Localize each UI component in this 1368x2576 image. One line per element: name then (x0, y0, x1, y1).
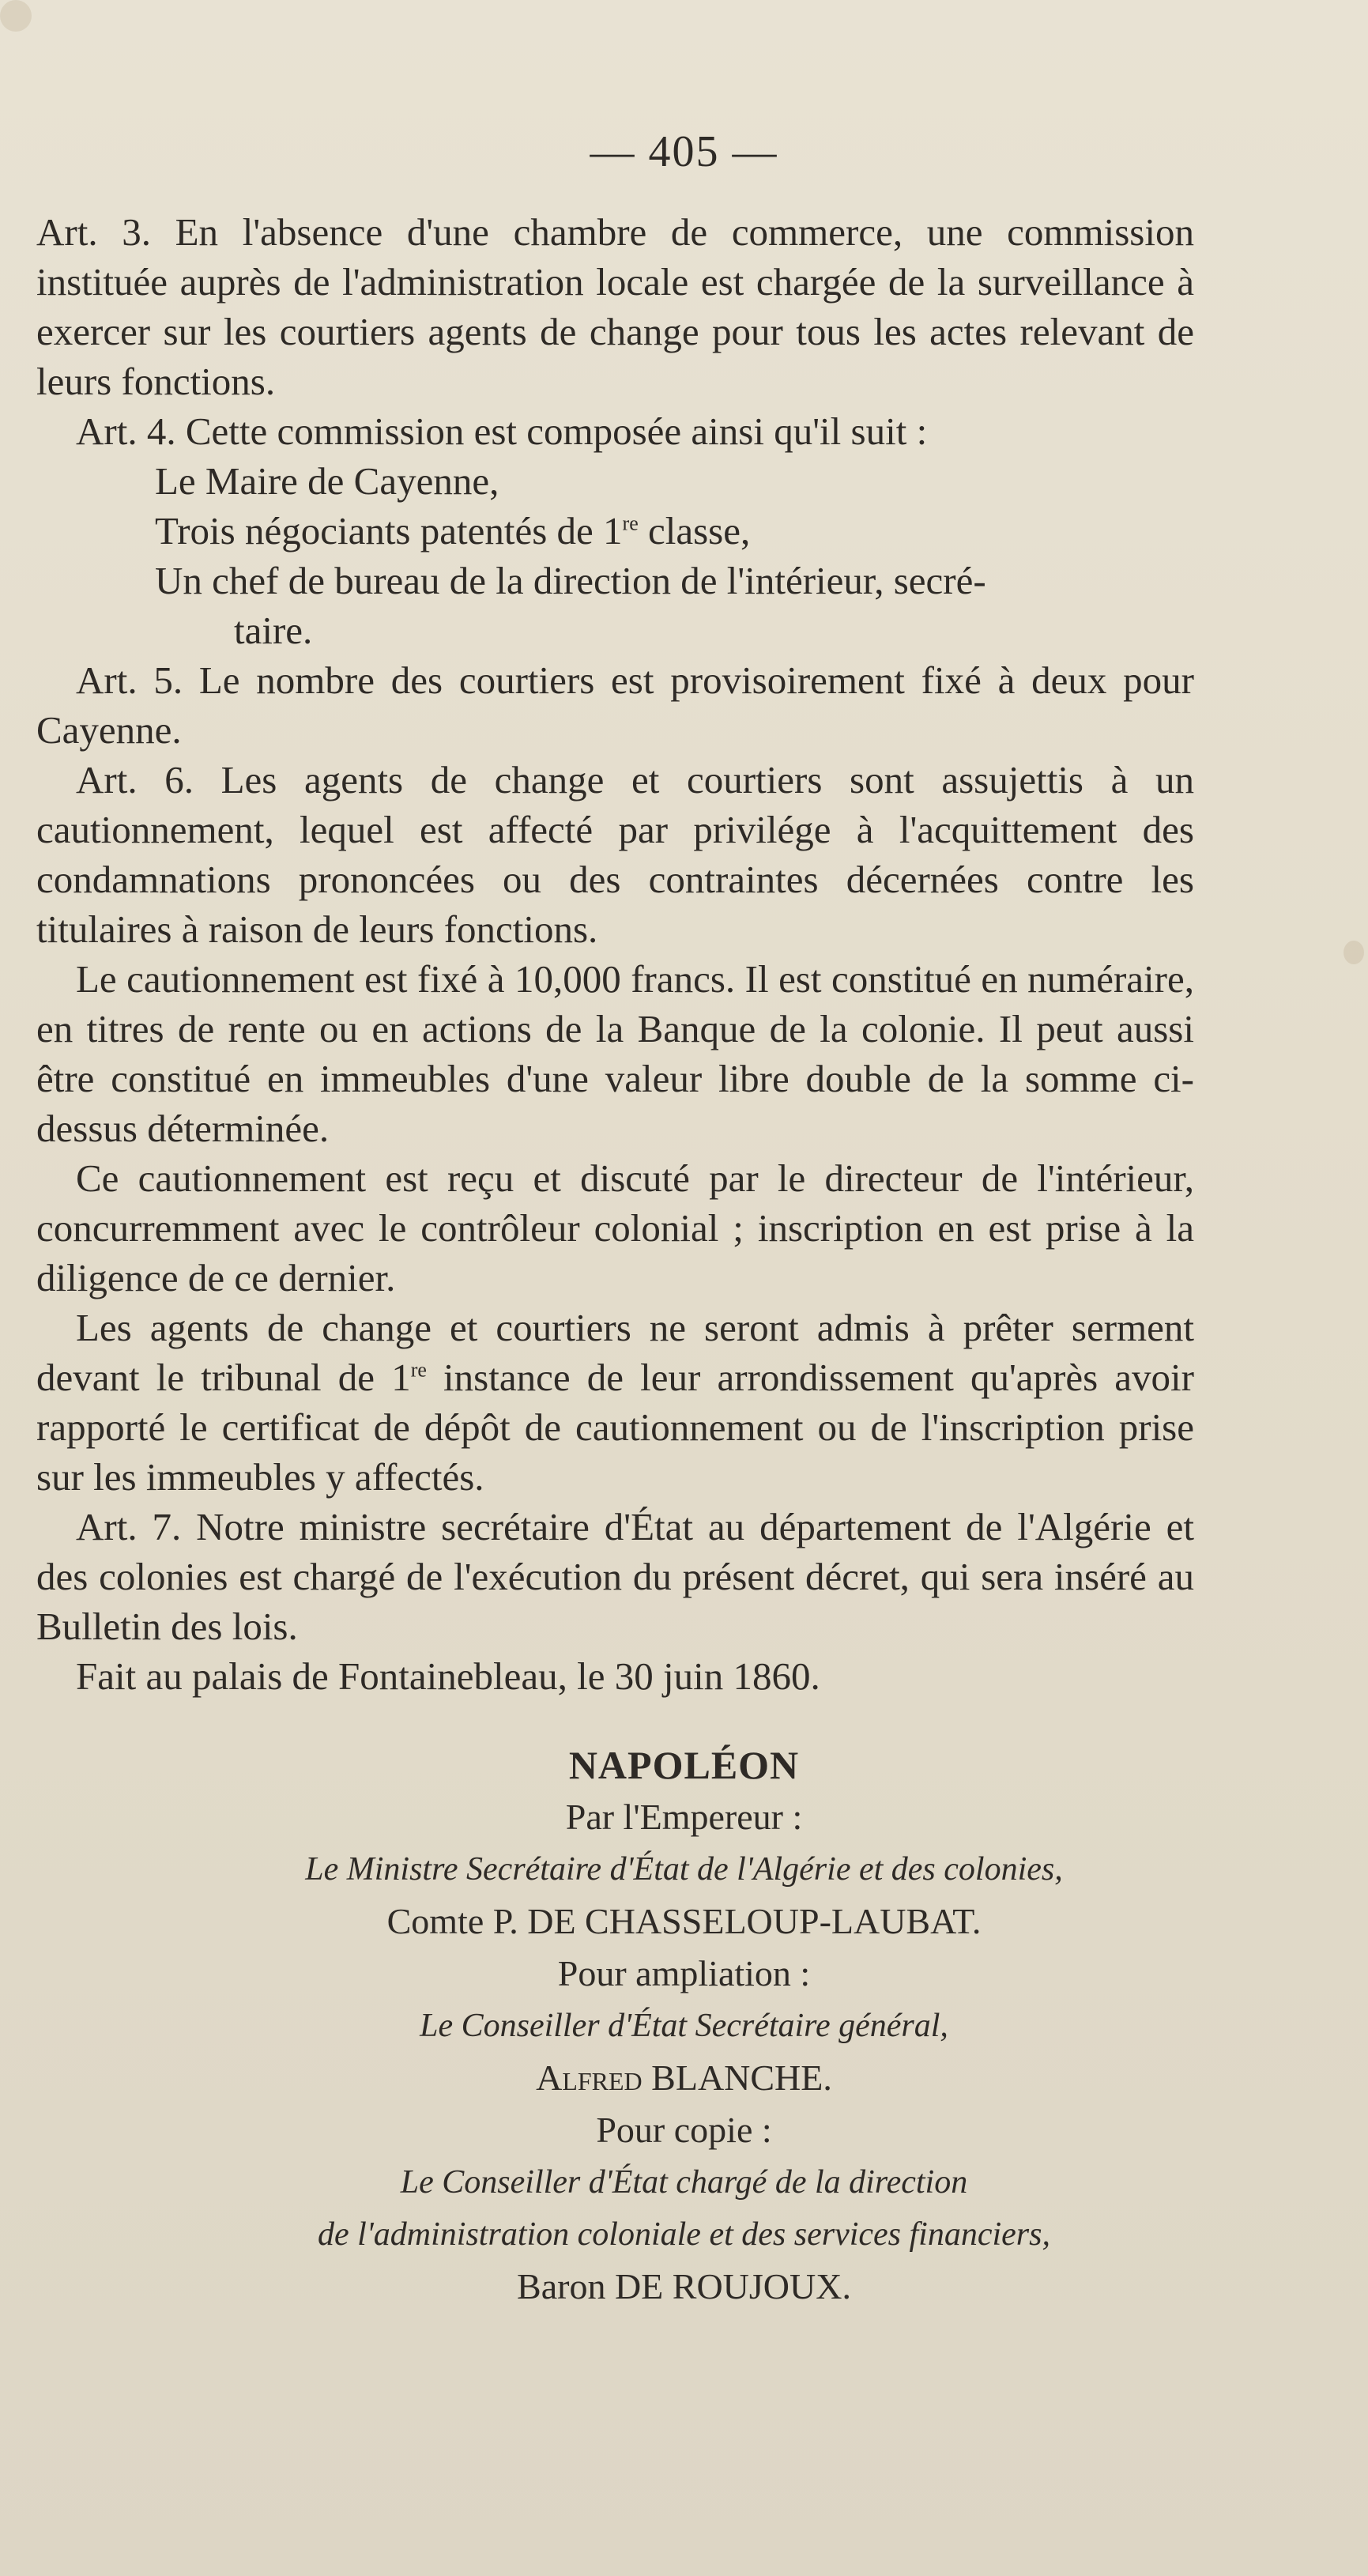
councillor-title: Le Conseiller d'État Secrétaire général, (420, 2008, 948, 2044)
councillor-name: Alfred BLANCHE. (536, 2057, 832, 2098)
article-6-paragraph-3: Ce cautionnement est reçu et discuté par le directeur de l'intérieur, concurremment avec le contrôleur colonial ; inscription en est prise à la diligence de ce dernier. (36, 1156, 1194, 1299)
paper-stain (0, 0, 32, 32)
signature-block (0, 1739, 1368, 2313)
article-4-intro: Art. 4. Cette commission est composée ainsi qu'il suit : (76, 409, 928, 453)
article-3: Art. 3. En l'absence d'une chambre de commerce, une commission instituée auprès de l'administration locale est chargée de la surveillance à exercer sur les courtiers agents de change pour tous les actes relevant de leurs fonctions. (36, 210, 1194, 403)
director-name: Baron DE ROUJOUX. (517, 2266, 851, 2306)
by-emperor-line: Par l'Empereur : (565, 1797, 803, 1837)
emperor-signature: NAPOLÉON (568, 1743, 800, 1787)
minister-title: Le Ministre Secrétaire d'État de l'Algérie et des colonies, (305, 1851, 1063, 1888)
director-title-line-1: Le Conseiller d'État chargé de la direction (400, 2164, 968, 2201)
done-at-line: Fait au palais de Fontainebleau, le 30 juin 1860. (76, 1654, 820, 1698)
commission-member-mayor: Le Maire de Cayenne, (155, 459, 499, 503)
superscript: re (410, 1358, 427, 1382)
director-title-line-2: de l'administration coloniale et des services financiers, (318, 2216, 1050, 2253)
commission-member-bureau-chief-cont: taire. (234, 609, 313, 652)
paragraph-text: Les agents de change et courtiers ne seront admis à prêter serment devant le tribunal de 1 (36, 1306, 1194, 1399)
member-text: classe, (638, 509, 751, 553)
article-7: Art. 7. Notre ministre secrétaire d'État au département de l'Algérie et des colonies est chargé de l'exécution du présent décret, qui sera inséré au Bulletin des lois. (36, 1505, 1194, 1648)
paragraph-text: instance de leur arrondissement qu'après avoir rapporté le certificat de dépôt de cautionnement ou de l'inscription prise sur les immeubles y affectés. (36, 1356, 1194, 1499)
paper-stain (1344, 941, 1364, 964)
article-5: Art. 5. Le nombre des courtiers est provisoirement fixé à deux pour Cayenne. (36, 658, 1194, 752)
article-6-paragraph-2: Le cautionnement est fixé à 10,000 francs. Il est constitué en numéraire, en titres de rente ou en actions de la Banque de la colonie. Il peut aussi être constitué en immeubles d'une valeur libre double de la somme ci-dessus déterminée. (36, 957, 1194, 1150)
minister-name: Comte P. DE CHASSELOUP-LAUBAT. (386, 1901, 982, 1941)
article-6: Art. 6. Les agents de change et courtiers sont assujettis à un cautionnement, lequel est affecté par privilége à l'acquittement des condamnations prononcées ou des contraintes décernées contre les titulaires à raison de leurs fonctions. (36, 758, 1194, 951)
commission-member-merchants (36, 506, 1194, 556)
copy-line: Pour copie : (596, 2110, 772, 2150)
article-6-paragraph-4 (36, 1303, 1194, 1502)
decree-body (36, 207, 1194, 1701)
member-text: Trois négociants patentés de 1 (155, 509, 623, 553)
commission-member-bureau-chief: Un chef de bureau de la direction de l'intérieur, secré- (155, 559, 986, 602)
superscript: re (622, 511, 639, 535)
page-number: — 405 — (590, 127, 778, 176)
ampliation-line: Pour ampliation : (557, 1953, 811, 1993)
